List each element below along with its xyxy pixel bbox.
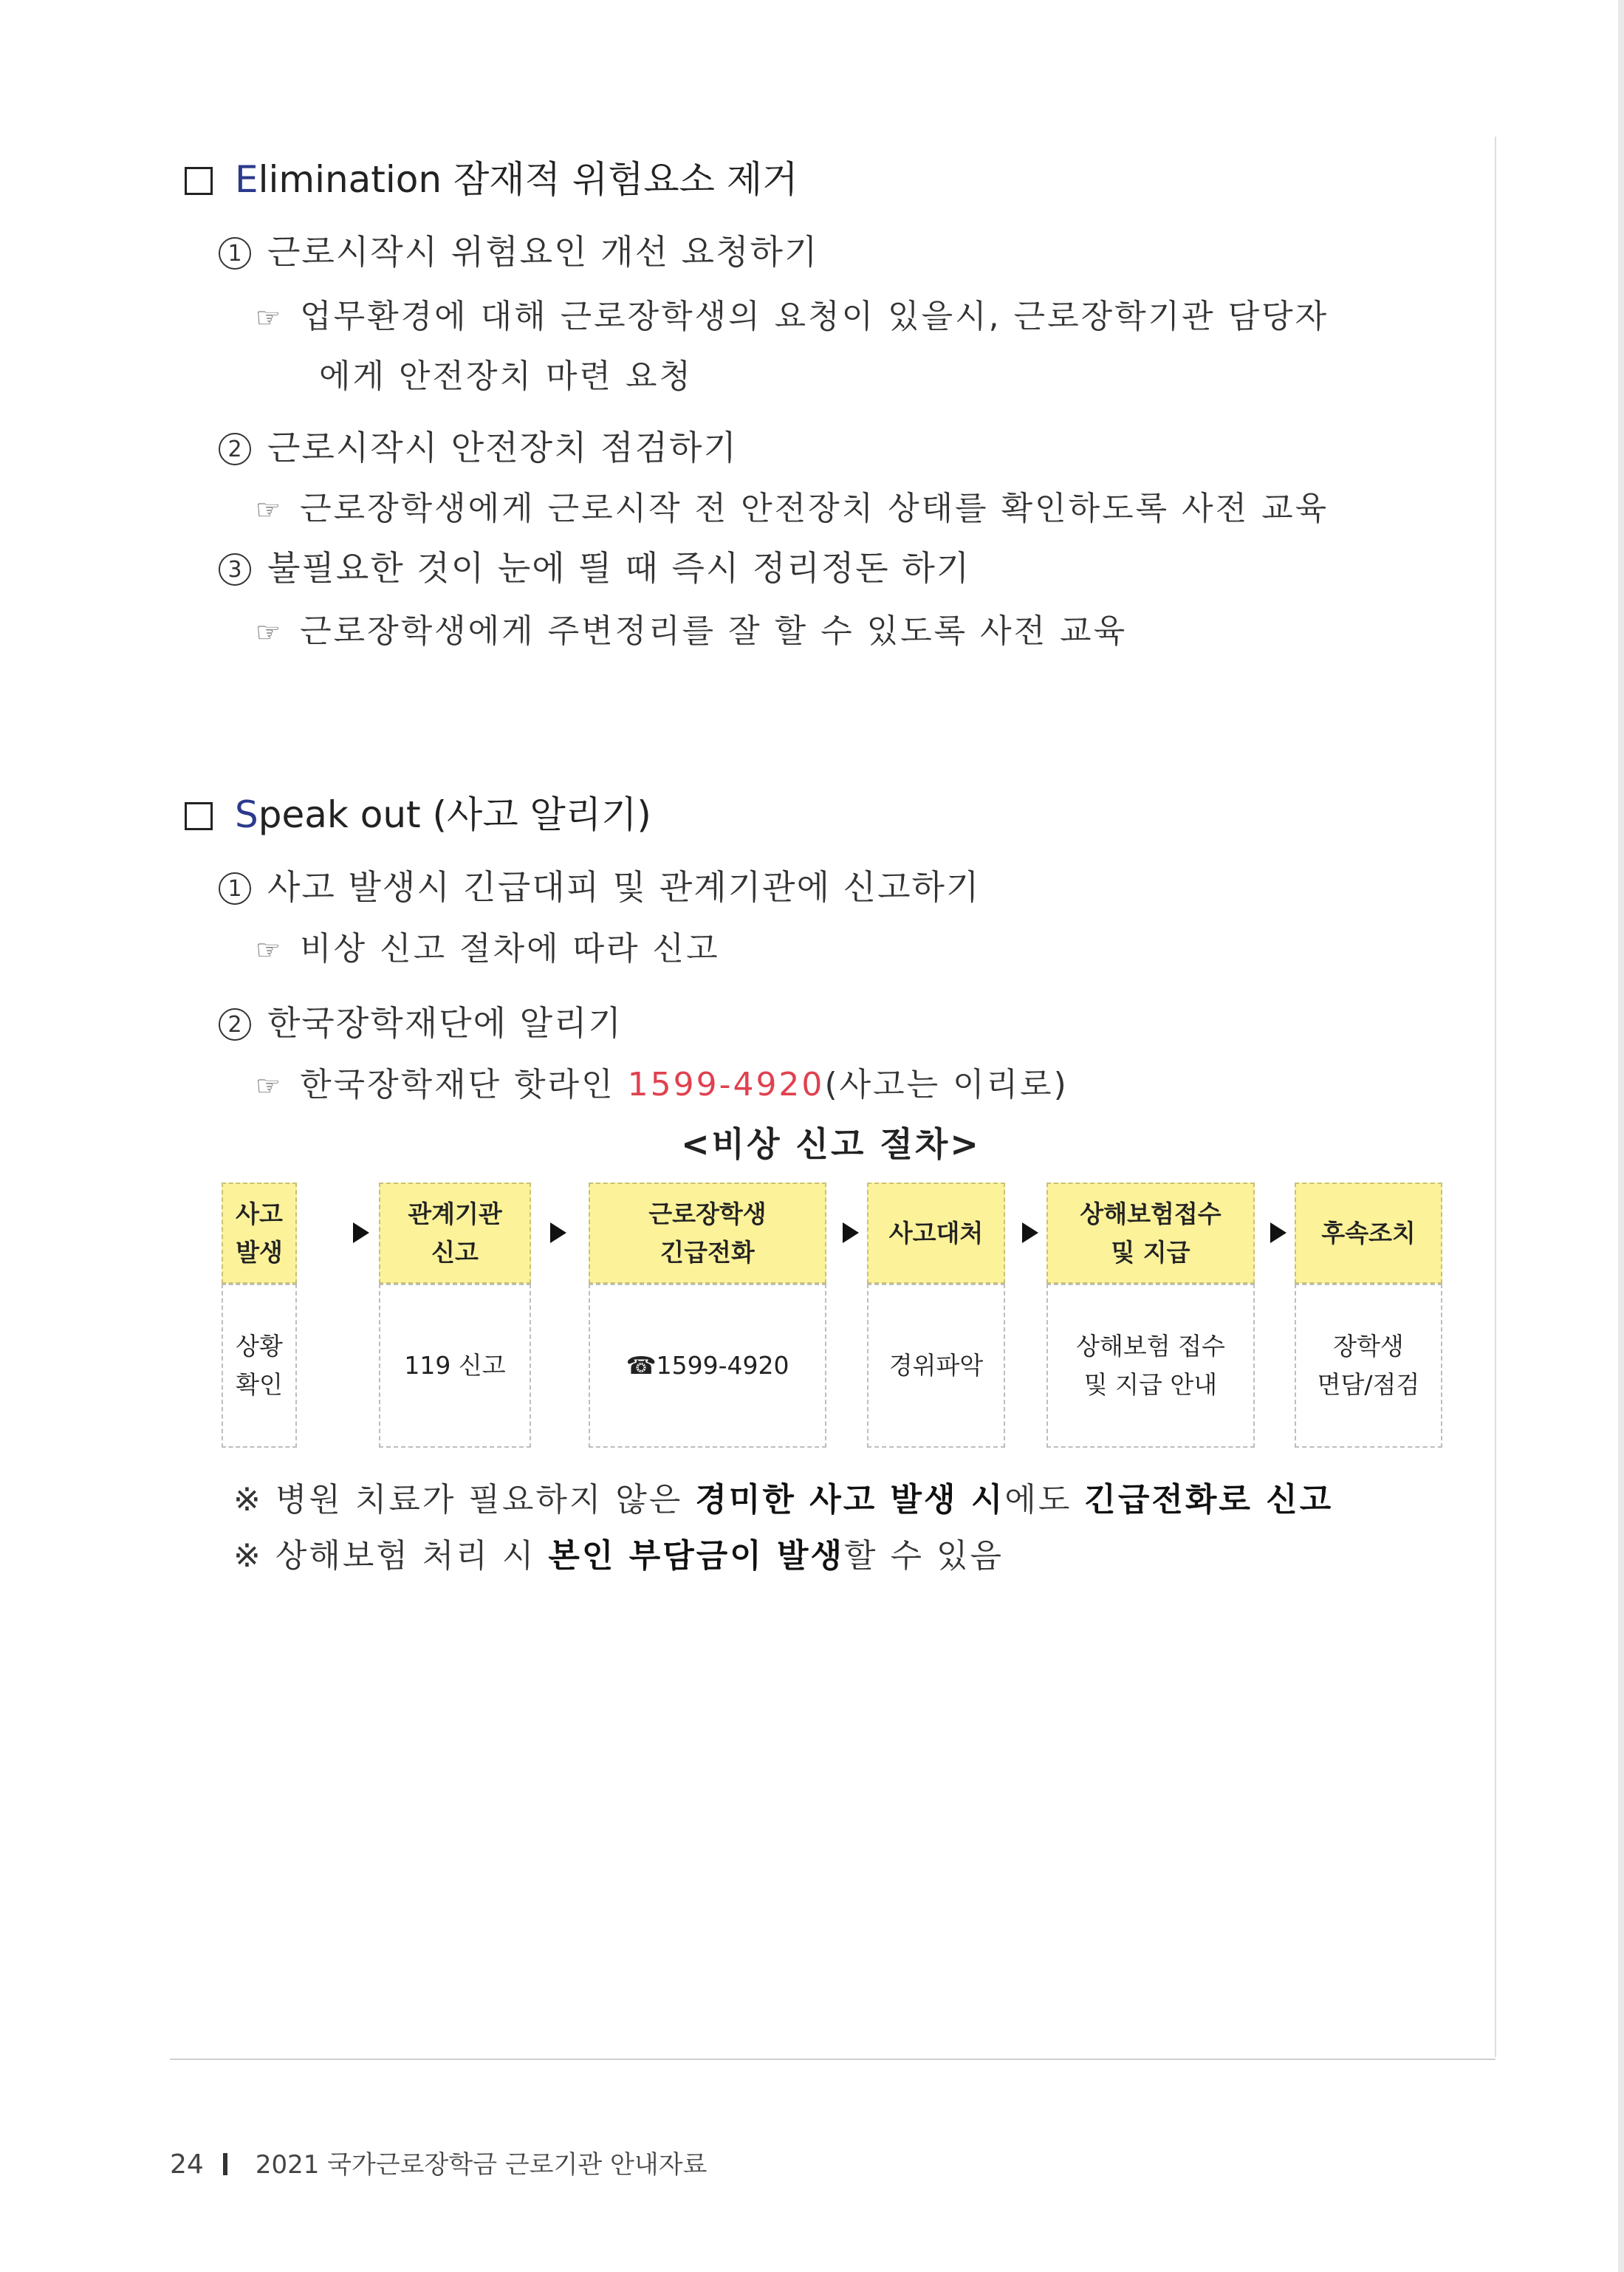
- sub-item-text: 근로장학생에게 주변정리를 잘 할 수 있도록 사전 교육: [300, 612, 1128, 650]
- title-initial: E: [235, 158, 258, 201]
- list-item: [219, 860, 980, 909]
- reference-mark-icon: ※: [233, 1481, 263, 1519]
- list-item: [219, 996, 623, 1045]
- section-speak-out-title: [185, 785, 651, 838]
- flow-step-body: 상황 확인: [222, 1284, 297, 1448]
- list-item: [219, 421, 738, 470]
- footer-title: 2021 국가근로장학금 근로기관 안내자료: [255, 2150, 707, 2180]
- hotline-number: 1599-4920: [627, 1066, 825, 1104]
- margin-rule: [1495, 137, 1496, 2057]
- flow-step-body: ☎1599-4920: [589, 1284, 826, 1448]
- pointing-hand-icon: ☞: [256, 934, 281, 966]
- list-item: [219, 225, 818, 274]
- flow-step-body: 장학생 면담/점검: [1295, 1284, 1442, 1448]
- note-line: [233, 1473, 1333, 1520]
- item-text: 근로시작시 안전장치 점검하기: [267, 428, 738, 468]
- sub-item-text: 한국장학재단 핫라인: [300, 1066, 628, 1104]
- list-item: [219, 541, 970, 590]
- footer-separator: [223, 2153, 227, 2175]
- arrow-right-icon: [843, 1222, 859, 1243]
- note-line: [233, 1529, 1004, 1576]
- sub-item-continuation: 에게 안전장치 마련 요청: [319, 357, 693, 395]
- flow-step-head: 상해보험접수 및 지급: [1046, 1183, 1255, 1284]
- section-elimination-title: [185, 150, 798, 203]
- circled-number: 2: [219, 433, 251, 465]
- pointing-hand-icon: ☞: [256, 301, 281, 334]
- circled-number: 1: [219, 872, 251, 905]
- note-emphasis: 긴급전화로 신고: [1084, 1481, 1334, 1519]
- flow-step-body: 119 신고: [379, 1284, 531, 1448]
- sub-item: [256, 482, 1329, 529]
- page-number: 24: [170, 2149, 204, 2180]
- sub-item: [256, 290, 1329, 337]
- circled-number: 3: [219, 553, 251, 586]
- page-footer: [170, 2144, 707, 2180]
- sub-item: [256, 604, 1127, 651]
- arrow-right-icon: [550, 1222, 566, 1243]
- note-emphasis: 경미한 사고 발생 시: [695, 1481, 1005, 1519]
- sub-item: [256, 1058, 1069, 1105]
- checkbox-square-icon: [185, 802, 213, 830]
- flow-title: <비상 신고 절차>: [681, 1124, 981, 1164]
- sub-item-text: 근로장학생에게 근로시작 전 안전장치 상태를 확인하도록 사전 교육: [300, 490, 1329, 527]
- sub-item-text: 비상 신고 절차에 따라 신고: [300, 930, 720, 968]
- title-initial: S: [235, 793, 258, 836]
- circled-number: 2: [219, 1008, 251, 1041]
- pointing-hand-icon: ☞: [256, 616, 281, 649]
- title-text: peak out (사고 알리기): [258, 793, 651, 836]
- title-text: limination 잠재적 위험요소 제거: [258, 158, 798, 201]
- circled-number: 1: [219, 237, 251, 270]
- item-text: 사고 발생시 긴급대피 및 관계기관에 신고하기: [267, 867, 981, 907]
- sub-item: [256, 922, 720, 969]
- arrow-right-icon: [1270, 1222, 1286, 1243]
- note-text: 할 수 있음: [844, 1537, 1004, 1575]
- pointing-hand-icon: ☞: [256, 493, 281, 526]
- flow-step-head: 근로장학생 긴급전화: [589, 1183, 826, 1284]
- flow-step-head: 사고대처: [867, 1183, 1005, 1284]
- note-text: 상해보험 처리 시: [275, 1537, 549, 1575]
- note-text: 병원 치료가 필요하지 않은: [275, 1481, 696, 1519]
- sub-item-suffix: (사고는 이리로): [824, 1066, 1069, 1104]
- reference-mark-icon: ※: [233, 1537, 263, 1575]
- flow-step-head: 관계기관 신고: [379, 1183, 531, 1284]
- flow-step-head: 사고 발생: [222, 1183, 297, 1284]
- item-text: 불필요한 것이 눈에 띌 때 즉시 정리정돈 하기: [267, 548, 971, 588]
- item-text: 한국장학재단에 알리기: [267, 1003, 623, 1043]
- flow-step-body: 경위파악: [867, 1284, 1005, 1448]
- arrow-right-icon: [353, 1222, 369, 1243]
- arrow-right-icon: [1022, 1222, 1038, 1243]
- flow-step-head: 후속조치: [1295, 1183, 1442, 1284]
- flow-step-body: 상해보험 접수 및 지급 안내: [1046, 1284, 1255, 1448]
- sub-item-text: 업무환경에 대해 근로장학생의 요청이 있을시, 근로장학기관 담당자: [300, 298, 1329, 335]
- footer-rule: [170, 2059, 1495, 2060]
- note-emphasis: 본인 부담금이 발생: [548, 1537, 845, 1575]
- pointing-hand-icon: ☞: [256, 1070, 281, 1102]
- note-text: 에도: [1004, 1481, 1085, 1519]
- item-text: 근로시작시 위험요인 개선 요청하기: [267, 232, 819, 272]
- checkbox-square-icon: [185, 167, 213, 195]
